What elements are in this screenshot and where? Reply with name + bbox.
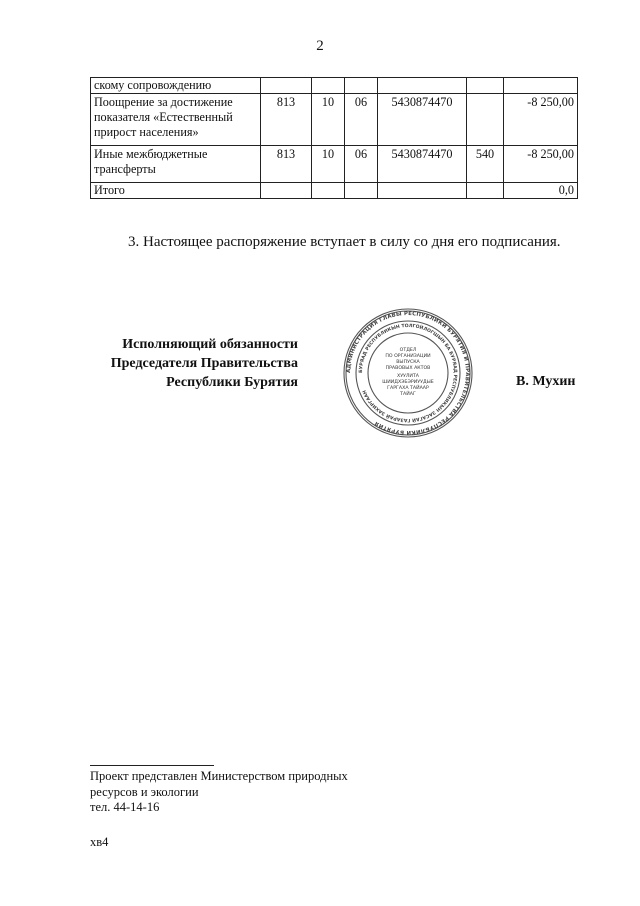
cell-rz: 10 (312, 94, 345, 146)
official-seal (342, 307, 474, 439)
document-code: хв4 (90, 835, 109, 849)
cell-vr (467, 183, 504, 199)
signer-name: В. Мухин (516, 374, 576, 389)
project-note-line: ресурсов и экологии (90, 784, 199, 799)
seal-center-text: ВЫПУСКА (396, 360, 420, 365)
seal-center-text: ПО ОРГАНИЗАЦИИ (385, 354, 431, 359)
seal-outer-ring-text: АДМИНИСТРАЦИЯ ГЛАВЫ РЕСПУБЛИКИ БУРЯТИЯ И ПРАВИТЕЛЬСТВА РЕСПУБЛИКИ БУРЯТИЯ (345, 310, 471, 436)
table-row (91, 78, 578, 94)
cell-name: Поощрение за достижение показателя «Естественный прирост населения» (91, 94, 261, 146)
effective-clause: 3. Настоящее распоряжение вступает в силу со дня его подписания. (128, 234, 561, 250)
seal-center-text: ШИИДХЭБЭРИУУДЫЕ (382, 380, 434, 385)
cell-name: Иные межбюджетные трансферты (91, 146, 261, 183)
footnote-divider (90, 765, 214, 766)
signer-position-line: Исполняющий обязанности (122, 337, 298, 352)
cell-name: Итого (91, 183, 261, 199)
svg-text:АДМИНИСТРАЦИЯ ГЛАВЫ РЕСПУБЛИКИ (346, 311, 470, 435)
cell-grbs: 813 (261, 146, 312, 183)
cell-pr (345, 78, 378, 94)
cell-rz: 10 (312, 146, 345, 183)
cell-grbs: 813 (261, 94, 312, 146)
cell-csr: 5430874470 (378, 146, 467, 183)
seal-center-text: ГАРГАХА ТАЙААР (387, 386, 429, 391)
signer-position-line: Республики Бурятия (166, 375, 298, 390)
table-row (91, 94, 578, 146)
cell-rz (312, 78, 345, 94)
seal-center-text: ТАЙАГ (400, 392, 416, 397)
cell-grbs (261, 183, 312, 199)
cell-rz (312, 183, 345, 199)
cell-vr (467, 78, 504, 94)
seal-center-text: ОТДЕЛ (399, 348, 417, 353)
project-note (90, 769, 348, 816)
project-phone: тел. 44-14-16 (90, 800, 160, 814)
cell-vr (467, 94, 504, 146)
cell-grbs (261, 78, 312, 94)
table-row (91, 146, 578, 183)
cell-pr: 06 (345, 146, 378, 183)
cell-vr: 540 (467, 146, 504, 183)
seal-inner-ring-text: БУРЯАД РЕСПУБЛИКЫН ТОЛГОЙЛОГШЫН БА БУРЯАД РЕСПУБЛИКЫН ЗАСАГАЙ ГАЗАРАЙ ЗАХИРГААН (358, 323, 458, 423)
signer-position (86, 335, 298, 392)
cell-pr: 06 (345, 94, 378, 146)
cell-csr (378, 183, 467, 199)
table-row (91, 183, 578, 199)
cell-pr (345, 183, 378, 199)
cell-sum: -8 250,00 (504, 146, 578, 183)
cell-csr: 5430874470 (378, 94, 467, 146)
budget-table (90, 77, 578, 199)
cell-csr (378, 78, 467, 94)
project-note-line: Проект представлен Министерством природных (90, 769, 348, 783)
cell-sum: 0,0 (504, 183, 578, 199)
cell-sum: -8 250,00 (504, 94, 578, 146)
seal-center-text: ПРАВОВЫХ АКТОВ (385, 366, 431, 371)
seal-center-text: ХУУЛИТА (396, 374, 420, 379)
page-number: 2 (316, 38, 324, 54)
signer-position-line: Председателя Правительства (110, 356, 298, 371)
cell-sum (504, 78, 578, 94)
cell-name: скому сопровождению (91, 78, 261, 94)
